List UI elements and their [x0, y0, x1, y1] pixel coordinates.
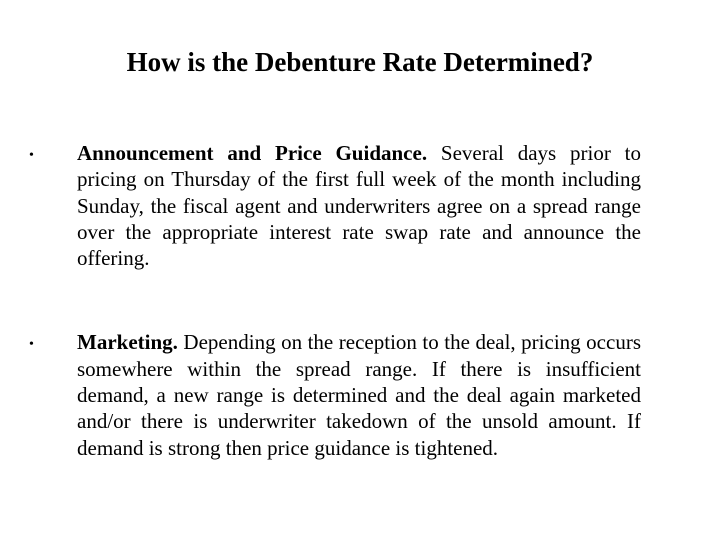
bullet-lead: Marketing.	[77, 330, 178, 355]
slide-title: How is the Debenture Rate Determined?	[126, 47, 594, 77]
bullet-dot-icon: •	[29, 337, 34, 353]
bullet-dot-icon: •	[29, 148, 34, 163]
bullet-item-announcement	[0, 140, 720, 271]
bullet-body: Depending on the reception to the deal, pricing occurs somewhere within the spread range. If there is insufficient demand, a new range is determined and the deal again marketed and/or there is underwriter takedown of the unsold amount. If demand is strong then price guidance is tightened.	[77, 330, 641, 460]
bullet-body: Several days prior to pricing on Thursday of the first full week of the month including Sunday, the fiscal agent and underwriters agree on a spread range over the appropriate interest rate swap rate and announce the offering.	[77, 141, 641, 271]
bullet-text	[77, 329, 641, 460]
bullet-lead: Announcement and Price Guidance.	[77, 141, 428, 165]
bullet-list	[0, 140, 720, 519]
bullet-item-marketing	[0, 329, 720, 460]
bullet-text	[77, 140, 641, 271]
